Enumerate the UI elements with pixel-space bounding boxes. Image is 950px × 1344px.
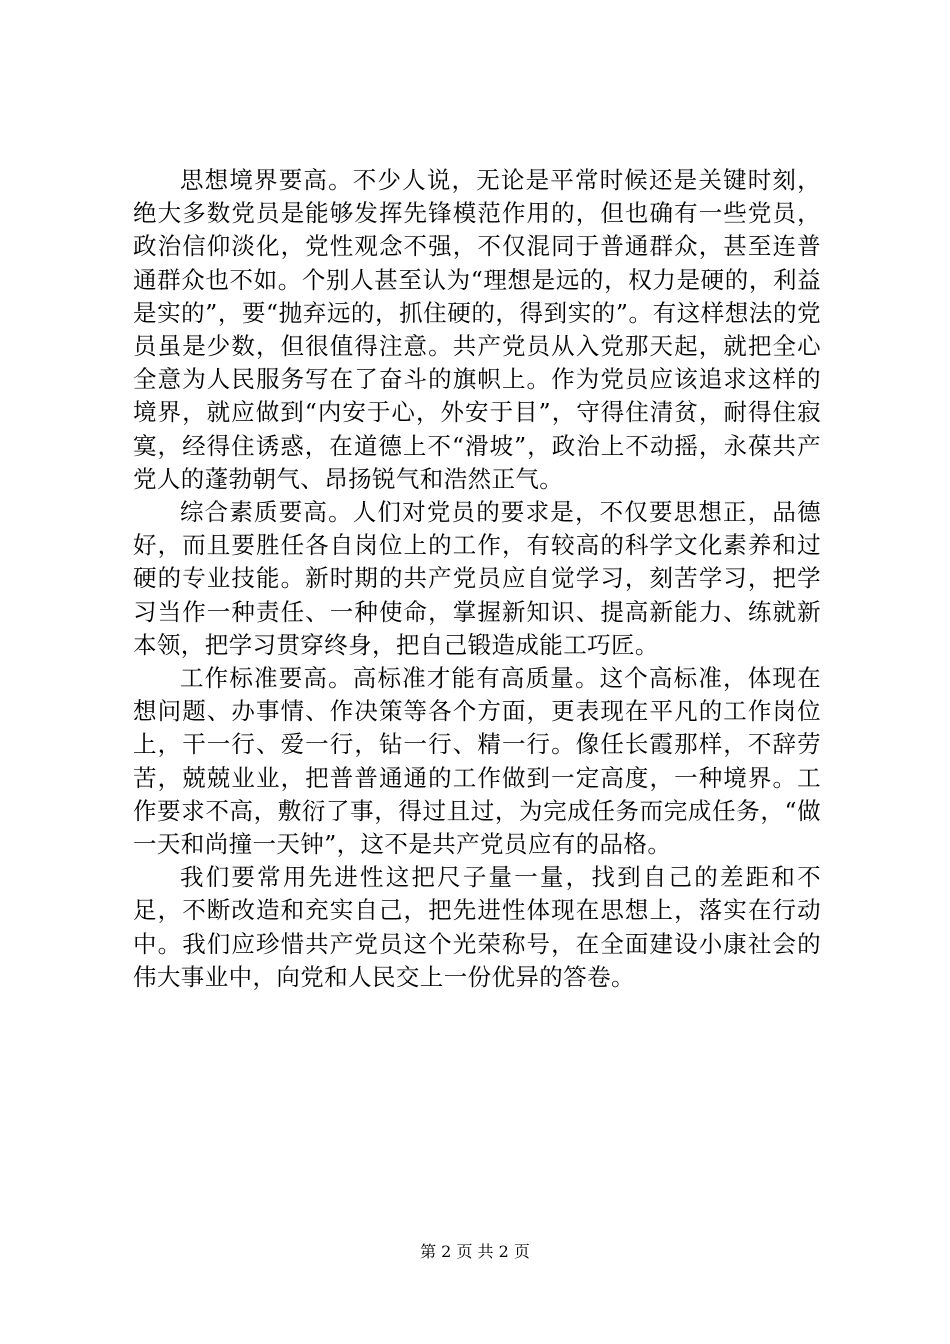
paragraph-overall-quality: 综合素质要高。人们对党员的要求是，不仅要思想正，品德好，而且要胜任各自岗位上的工作，有较高的科学文化素养和过硬的专业技能。新时期的共产党员应自觉学习，刻苦学习，把学习当作一种责任、一种使命，掌握新知识、提高新能力、练就新本领，把学习贯穿终身，把自己锻造成能工巧匠。 xyxy=(133,498,821,659)
paragraph-work-standard: 工作标准要高。高标准才能有高质量。这个高标准，体现在想问题、办事情、作决策等各个方面，更表现在平凡的工作岗位上，干一行、爱一行，钻一行、精一行。像任长霞那样，不辞劳苦，兢兢业业，把普普通通的工作做到一定高度，一种境界。工作要求不高，敷衍了事，得过且过，为完成任务而完成任务，“做一天和尚撞一天钟”，这不是共产党员应有的品格。 xyxy=(133,664,821,859)
page-number-footer: 第 2 页 共 2 页 xyxy=(420,1242,530,1261)
document-body xyxy=(133,164,821,994)
paragraph-conclusion: 我们要常用先进性这把尺子量一量，找到自己的差距和不足，不断改造和充实自己，把先进性体现在思想上，落实在行动中。我们应珍惜共产党员这个光荣称号，在全面建设小康社会的伟大事业中，向党和人民交上一份优异的答卷。 xyxy=(133,863,821,991)
paragraph-ideological-realm: 思想境界要高。不少人说，无论是平常时候还是关键时刻，绝大多数党员是能够发挥先锋模范作用的，但也确有一些党员，政治信仰淡化，党性观念不强，不仅混同于普通群众，甚至连普通群众也不如。个别人甚至认为“理想是远的，权力是硬的，利益是实的”，要“抛弃远的，抓住硬的，得到实的”。有这样想法的党员虽是少数，但很值得注意。共产党员从入党那天起，就把全心全意为人民服务写在了奋斗的旗帜上。作为党员应该追求这样的境界，就应做到“内安于心，外安于目”，守得住清贫，耐得住寂寞，经得住诱惑，在道德上不“滑坡”，政治上不动摇，永葆共产党人的蓬勃朝气、昂扬锐气和浩然正气。 xyxy=(133,166,821,493)
